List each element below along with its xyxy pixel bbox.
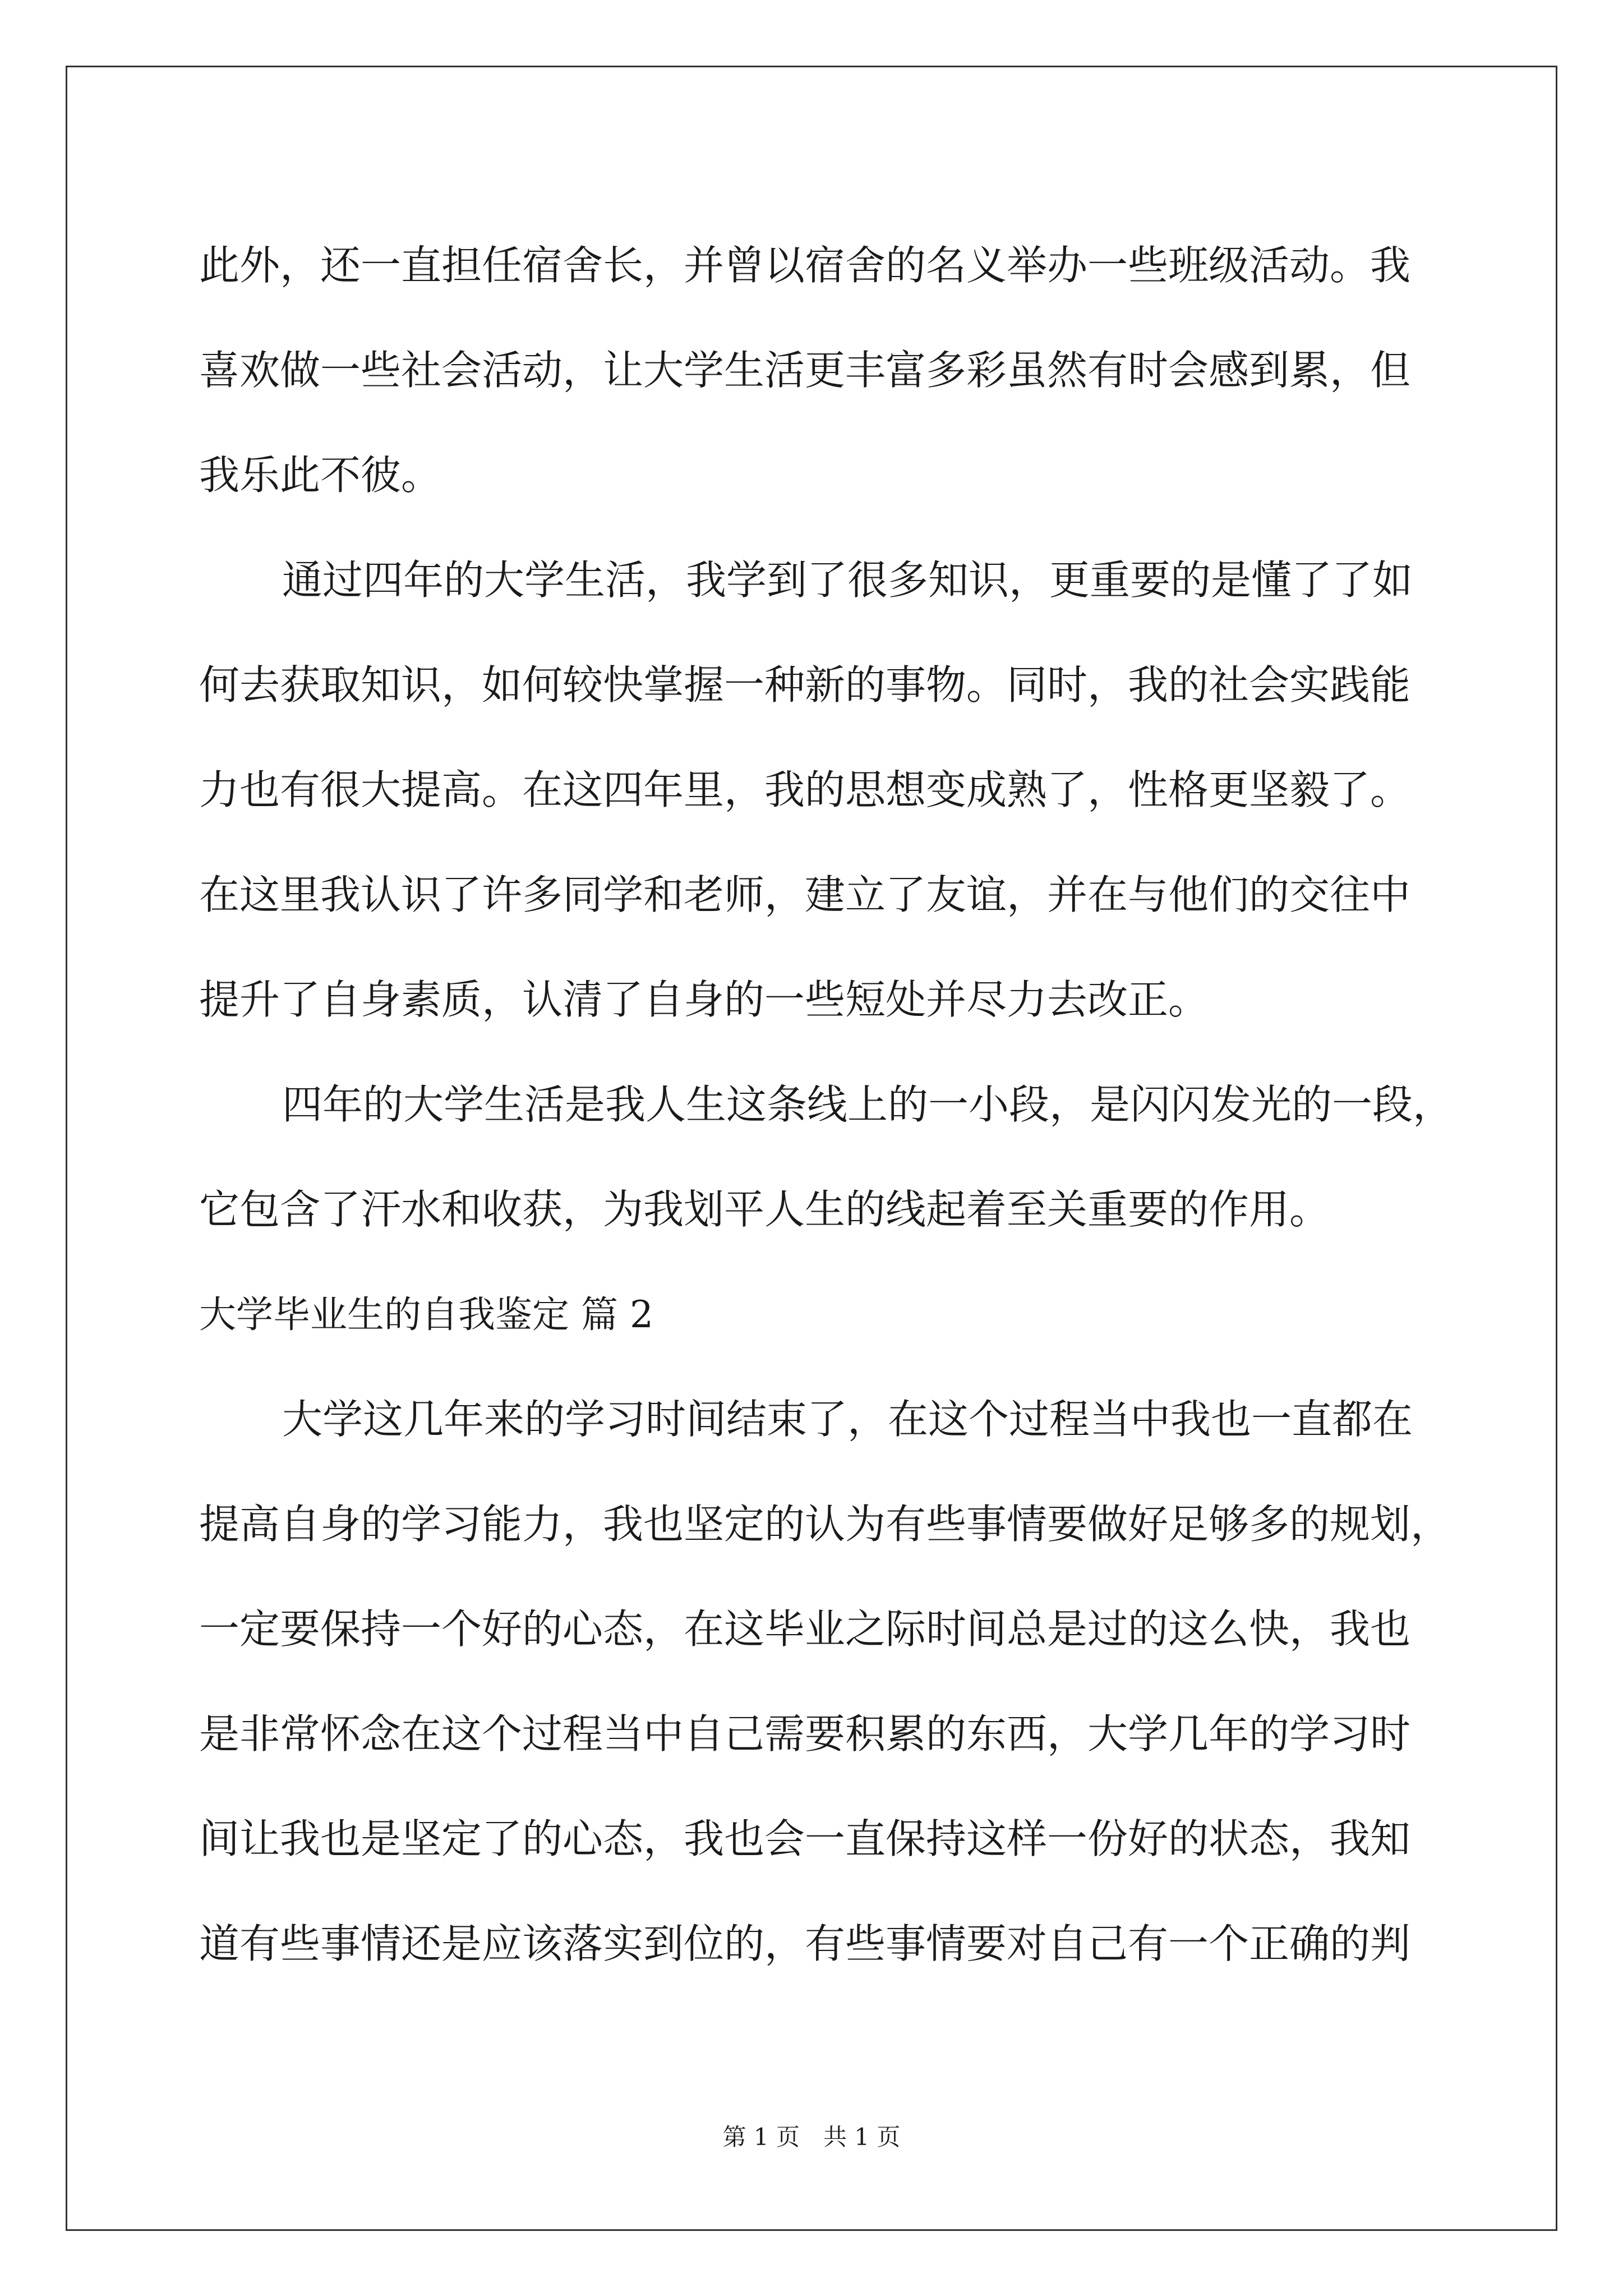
text-line: 我乐此不彼。: [199, 452, 442, 499]
text-line: 喜欢做一些社会活动，让大学生活更丰富多彩虽然有时会感到累，但: [199, 347, 1411, 394]
text-line: 在这里我认识了许多同学和老师，建立了友谊，并在与他们的交往中: [199, 871, 1411, 918]
text-line: 它包含了汗水和收获，为我划平人生的线起着至关重要的作用。: [199, 1186, 1330, 1233]
text-line: 力也有很大提高。在这四年里，我的思想变成熟了，性格更坚毅了。: [199, 766, 1411, 813]
text-line: 提升了自身素质，认清了自身的一些短处并尽力去改正。: [199, 976, 1209, 1023]
text-line: 一定要保持一个好的心态，在这毕业之际时间总是过的这么快，我也: [199, 1605, 1411, 1653]
text-line: 间让我也是坚定了的心态，我也会一直保持这样一份好的状态，我知: [199, 1815, 1411, 1862]
text-line: 是非常怀念在这个过程当中自己需要积累的东西，大学几年的学习时: [199, 1710, 1411, 1757]
text-line: 此外，还一直担任宿舍长，并曾以宿舍的名义举办一些班级活动。我: [199, 242, 1411, 289]
text-line: 提高自身的学习能力，我也坚定的认为有些事情要做好足够多的规划，: [199, 1501, 1451, 1548]
document-body: [199, 213, 1454, 1996]
section-heading: 大学毕业生的自我鉴定 篇 2: [199, 1293, 653, 1336]
paragraph-start-line: 通过四年的大学生活，我学到了很多知识，更重要的是懂了了如: [282, 556, 1413, 604]
paragraph-start-line: 四年的大学生活是我人生这条线上的一小段，是闪闪发光的一段，: [282, 1081, 1454, 1128]
paragraph-start-line: 大学这几年来的学习时间结束了，在这个过程当中我也一直都在: [282, 1396, 1413, 1443]
page-footer: 第 1 页 共 1 页: [722, 2123, 901, 2151]
text-line: 道有些事情还是应该落实到位的，有些事情要对自己有一个正确的判: [199, 1920, 1411, 1967]
text-line: 何去获取知识，如何较快掌握一种新的事物。同时，我的社会实践能: [199, 661, 1411, 708]
